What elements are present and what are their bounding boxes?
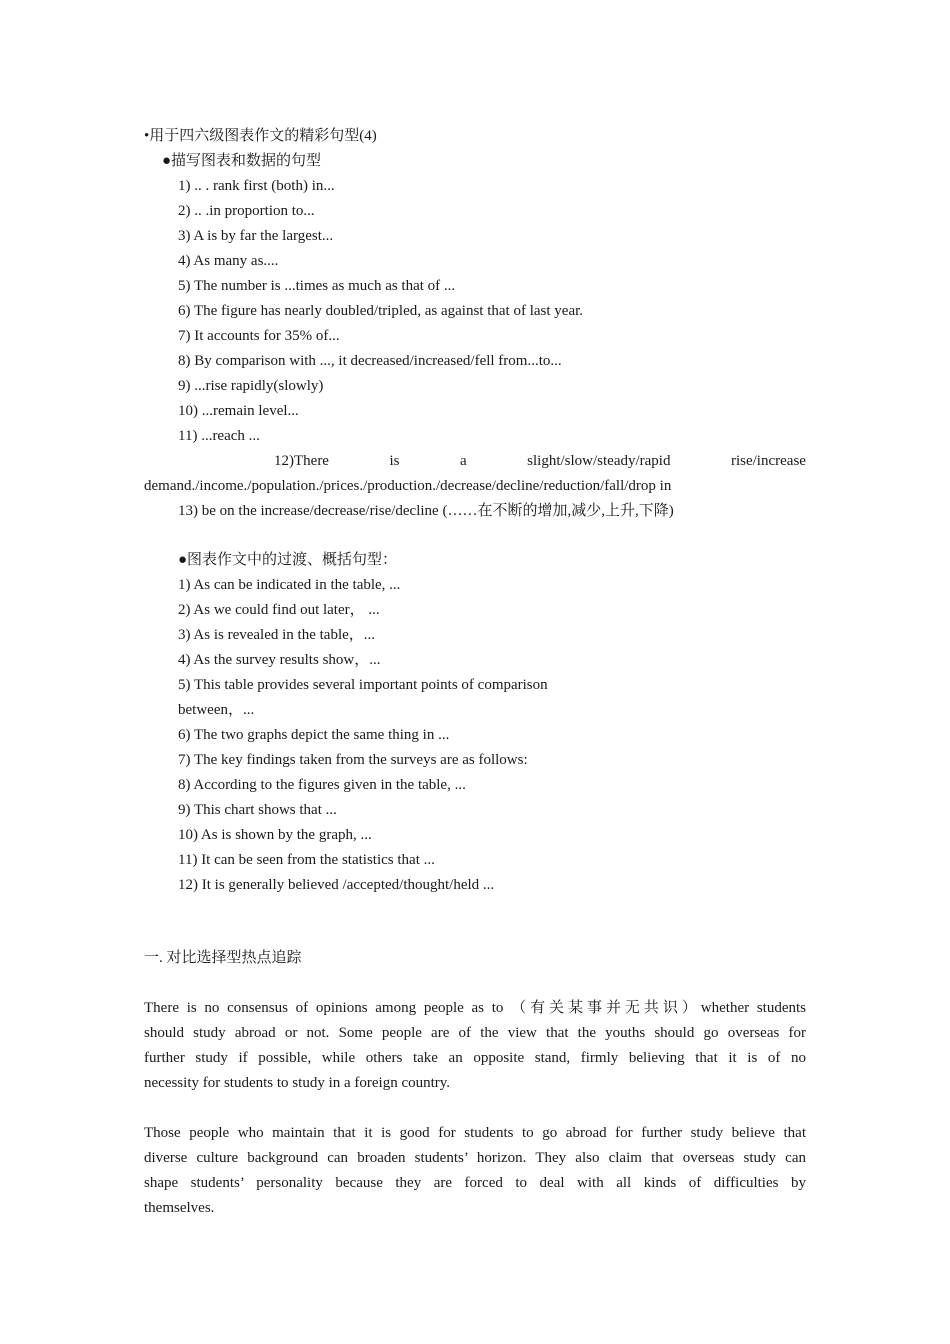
subsection-heading-describe: ●描写图表和数据的句型 — [162, 153, 322, 169]
paragraph-line: Those people who maintain that it is good for students to go abroad for further study believe that — [144, 1125, 806, 1141]
item12-word: 12)There — [274, 453, 329, 469]
item12-word: slight/slow/steady/rapid — [527, 453, 671, 469]
list-item: 5) This table provides several important points of comparison — [178, 677, 548, 693]
list-item-12-line2: demand./income./population./prices./production./decrease/decline/reduction/fall/drop in — [144, 478, 672, 494]
section-title: •用于四六级图表作文的精彩句型(4) — [144, 128, 377, 144]
paragraph-line: necessity for students to study in a foreign country. — [144, 1075, 451, 1091]
list-item: 5) The number is ...times as much as that of ... — [178, 278, 456, 294]
list-item: 3) As is revealed in the table，... — [178, 627, 376, 643]
list-item-continuation: between，... — [178, 702, 255, 718]
list-item: 3) A is by far the largest... — [178, 228, 334, 244]
list-item: 2) .. .in proportion to... — [178, 203, 315, 219]
list-item: 8) By comparison with ..., it decreased/increased/fell from...to... — [178, 353, 562, 369]
list-item: 8) According to the figures given in the table, ... — [178, 777, 466, 793]
list-item: 10) ...remain level... — [178, 403, 299, 419]
list-item: 12) It is generally believed /accepted/thought/held ... — [178, 877, 495, 893]
list-item: 6) The figure has nearly doubled/tripled, as against that of last year. — [178, 303, 584, 319]
list-item: 2) As we could find out later， ... — [178, 602, 380, 618]
list-item-13: 13) be on the increase/decrease/rise/decline (……在不断的增加,减少,上升,下降) — [178, 503, 674, 519]
list-item: 7) It accounts for 35% of... — [178, 328, 340, 344]
list-item: 4) As many as.... — [178, 253, 279, 269]
list-item: 4) As the survey results show，... — [178, 652, 381, 668]
paragraph-line: diverse culture background can broaden students’ horizon. They also claim that overseas study can — [144, 1150, 806, 1166]
list-item: 9) This chart shows that ... — [178, 802, 337, 818]
paragraph-line: themselves. — [144, 1200, 215, 1216]
list-item: 11) ...reach ... — [178, 428, 260, 444]
section-heading-contrast: 一. 对比选择型热点追踪 — [144, 950, 302, 966]
list-item: 7) The key findings taken from the surveys are as follows: — [178, 752, 528, 768]
paragraph-supporters — [144, 1121, 806, 1221]
list-item: 10) As is shown by the graph, ... — [178, 827, 372, 843]
paragraph-line: further study if possible, while others take an opposite stand, firmly believing that it is of no — [144, 1050, 806, 1066]
list-item: 11) It can be seen from the statistics that ... — [178, 852, 435, 868]
subsection-heading-transition: ●图表作文中的过渡、概括句型： — [178, 552, 398, 568]
item12-word: a — [459, 453, 467, 469]
paragraph-line: should study abroad or not. Some people are of the view that the youths should go overseas for — [144, 1025, 806, 1041]
paragraph-line: There is no consensus of opinions among people as to （有关某事并无共识）whether students — [144, 1000, 806, 1016]
list-item: 6) The two graphs depict the same thing in ... — [178, 727, 450, 743]
list-item-12-line1 — [274, 451, 806, 471]
item12-word: rise/increase — [730, 453, 806, 469]
paragraph-consensus — [144, 996, 806, 1096]
list-item: 1) .. . rank first (both) in... — [178, 178, 335, 194]
list-item: 1) As can be indicated in the table, ... — [178, 577, 401, 593]
item12-word: is — [389, 453, 400, 469]
list-item: 9) ...rise rapidly(slowly) — [178, 378, 324, 394]
paragraph-line: shape students’ personality because they are forced to deal with all kinds of difficulties by — [144, 1175, 806, 1191]
